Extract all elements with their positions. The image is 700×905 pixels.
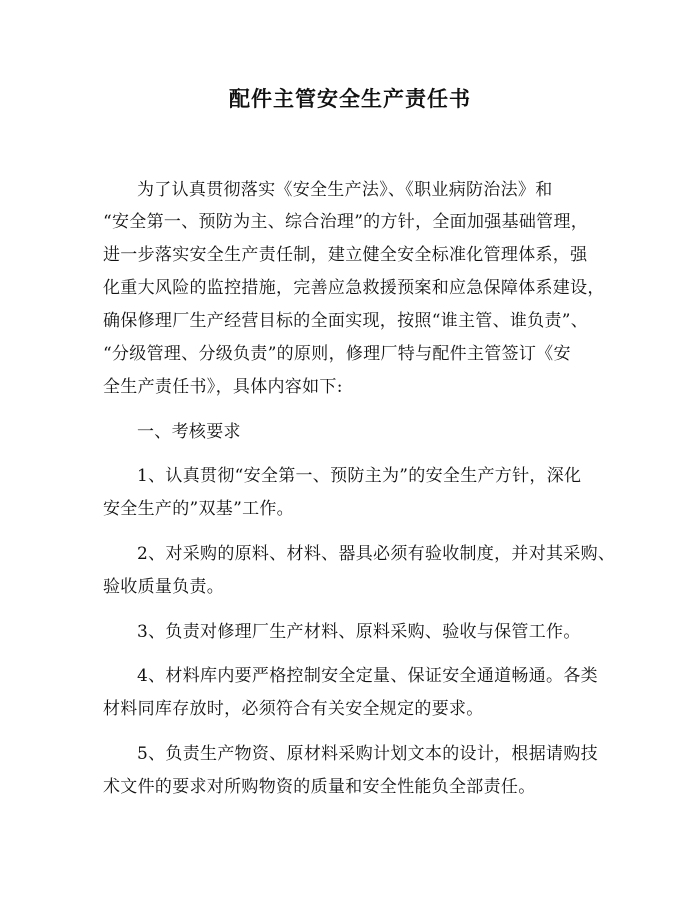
item-1-line-1: 1、认真贯彻“安全第一、预防主为”的安全生产方针，深化 (137, 466, 582, 486)
item-5-line-1: 5、负责生产物资、原材料采购计划文本的设计，根据请购技 (137, 744, 598, 764)
intro-line-4: 化重大风险的监控措施，完善应急救援预案和应急保障体系建设， (103, 278, 605, 298)
item-3-line-1: 3、负责对修理厂生产材料、原料采购、验收与保管工作。 (137, 622, 581, 642)
intro-line-2: “安全第一、预防为主、综合治理”的方针，全面加强基础管理， (103, 212, 589, 232)
intro-line-5: 确保修理厂生产经营目标的全面实现，按照“谁主管、谁负责”、 (103, 311, 589, 331)
item-4-line-2: 材料同库存放时，必须符合有关安全规定的要求。 (103, 699, 484, 719)
item-4-line-1: 4、材料库内要严格控制安全定量、保证安全通道畅通。各类 (137, 666, 598, 686)
item-2-line-2: 验收质量负责。 (103, 577, 225, 597)
section-heading: 一、考核要求 (137, 422, 241, 442)
intro-line-7: 全生产责任书》，具体内容如下: (103, 377, 343, 397)
document-title: 配件主管安全生产责任书 (229, 87, 471, 111)
item-1-line-2: 安全生产的”双基”工作。 (103, 499, 294, 519)
intro-line-6: “分级管理、分级负责”的原则，修理厂特与配件主管签订《安 (103, 344, 571, 364)
intro-line-1: 为了认真贯彻落实《安全生产法》、《职业病防治法》和 (137, 180, 553, 200)
intro-line-3: 进一步落实安全生产责任制，建立健全安全标准化管理体系，强 (103, 245, 588, 265)
item-2-line-1: 2、对采购的原料、材料、器具必须有验收制度，并对其采购、 (137, 544, 616, 564)
item-5-line-2: 术文件的要求对所购物资的质量和安全性能负全部责任。 (103, 777, 536, 797)
